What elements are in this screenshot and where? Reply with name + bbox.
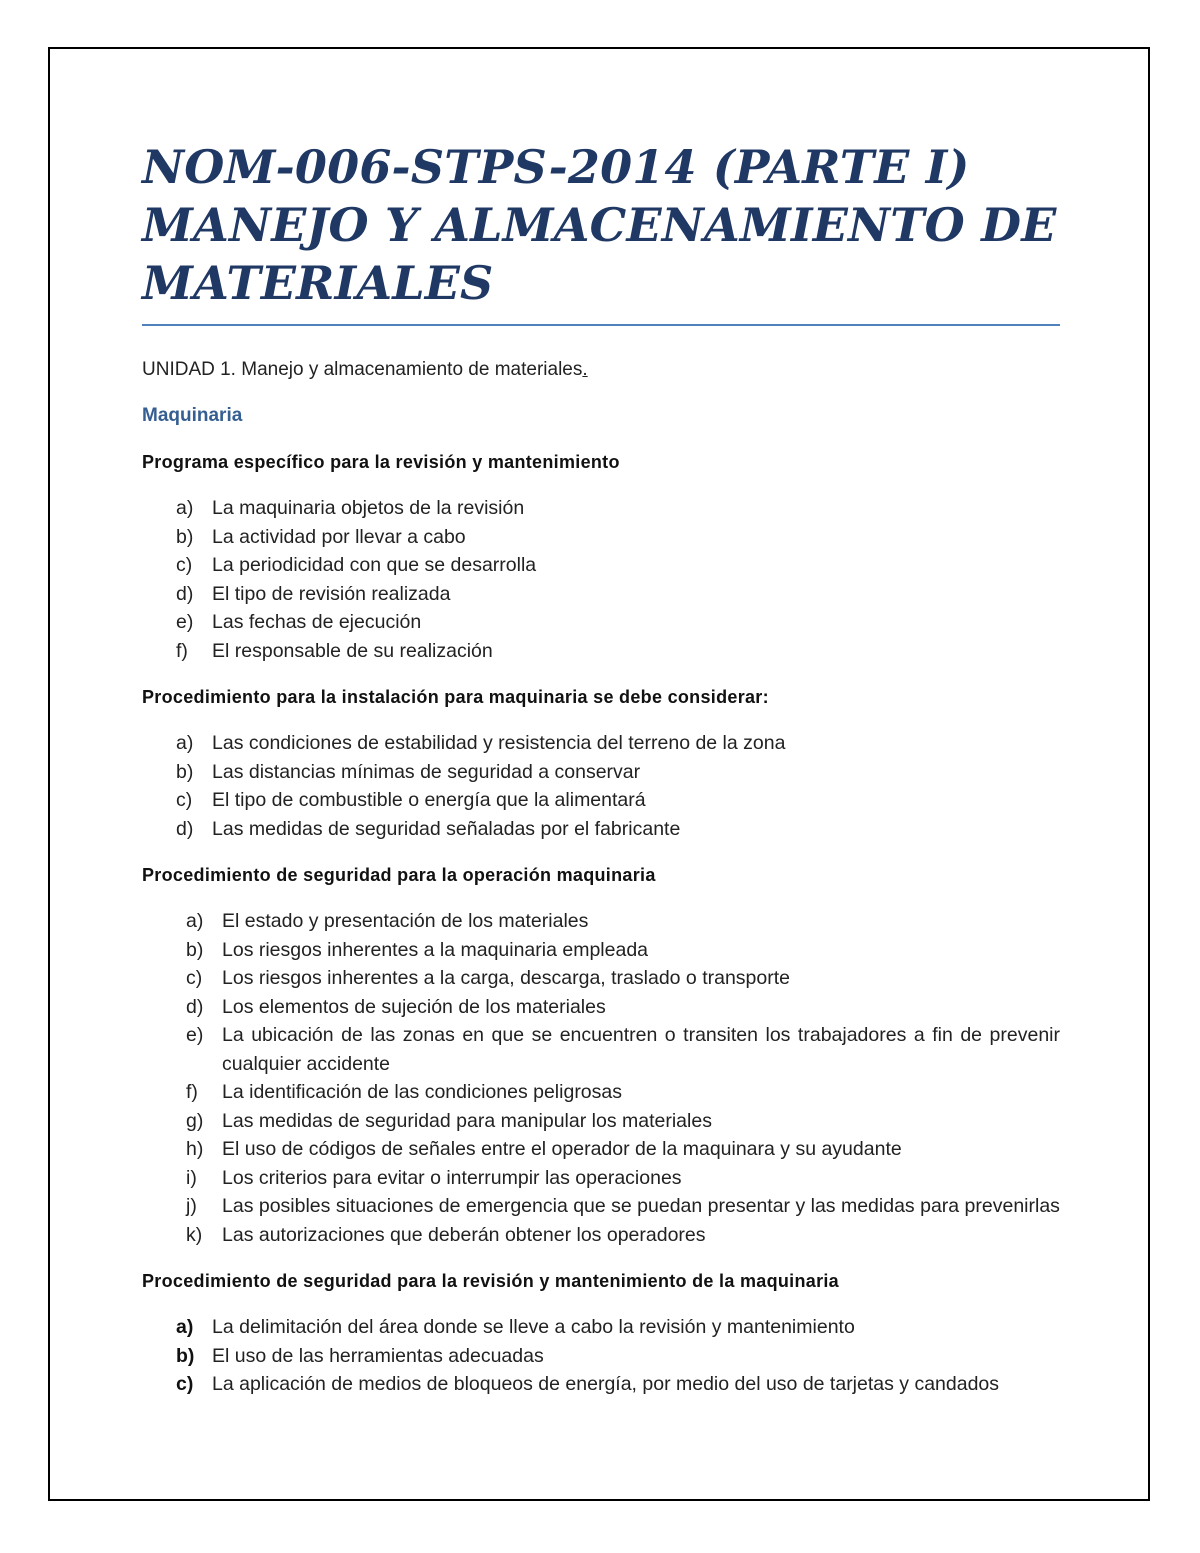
list-marker: g) — [186, 1109, 204, 1132]
title-underline — [142, 324, 1060, 326]
list-item-text: Las distancias mínimas de seguridad a conservar — [212, 760, 641, 783]
list-item — [142, 786, 1060, 815]
list-item-text: Las posibles situaciones de emergencia que se puedan presentar y las medidas para prevenirlas — [222, 1195, 1060, 1217]
list-marker: a) — [186, 910, 204, 932]
list-revision-seguridad — [142, 1313, 1060, 1399]
list-item — [142, 1021, 1060, 1078]
unit-line-text: UNIDAD 1. Manejo y almacenamiento de materiales — [142, 359, 583, 380]
list-marker: f) — [176, 639, 188, 662]
list-marker: c) — [186, 967, 203, 989]
list-item — [142, 523, 1060, 552]
list-item-text: La maquinaria objetos de la revisión — [212, 497, 525, 519]
list-marker: b) — [176, 1344, 195, 1367]
list-item-text: Las fechas de ejecución — [212, 611, 422, 633]
list-item-text: El estado y presentación de los materiales — [222, 910, 589, 932]
list-item-text: La aplicación de medios de bloqueos de energía, por medio del uso de tarjetas y candados — [212, 1373, 1000, 1395]
list-item-text: La periodicidad con que se desarrolla — [212, 554, 537, 576]
list-marker: a) — [176, 497, 194, 519]
list-marker: f) — [186, 1081, 198, 1103]
list-item — [142, 1107, 1060, 1136]
subsection-heading-4: Procedimiento de seguridad para la revisión y mantenimiento de la maquinaria — [142, 1271, 839, 1291]
list-item-text: La identificación de las condiciones peligrosas — [222, 1081, 622, 1103]
list-item-text: El uso de códigos de señales entre el operador de la maquinara y su ayudante — [222, 1138, 902, 1160]
list-item-text: El tipo de revisión realizada — [212, 582, 451, 605]
list-item — [142, 551, 1060, 580]
list-item-text: Las condiciones de estabilidad y resistencia del terreno de la zona — [212, 732, 786, 754]
list-marker: h) — [186, 1138, 204, 1160]
list-revision-mantenimiento — [142, 494, 1060, 665]
list-item — [142, 936, 1060, 965]
unit-line — [142, 356, 1060, 384]
subsection-heading-3: Procedimiento de seguridad para la operación maquinaria — [142, 865, 656, 885]
list-item — [142, 1164, 1060, 1193]
list-item — [142, 637, 1060, 666]
list-marker: a) — [176, 1316, 194, 1338]
list-item-text: Las medidas de seguridad para manipular los materiales — [222, 1109, 712, 1132]
list-marker: k) — [186, 1223, 203, 1246]
list-marker: i) — [186, 1166, 197, 1189]
list-item — [142, 1370, 1060, 1399]
list-item-text: Los criterios para evitar o interrumpir las operaciones — [222, 1166, 682, 1189]
list-item — [142, 1078, 1060, 1107]
list-item — [142, 964, 1060, 993]
list-item-text: La ubicación de las zonas en que se encuentren o transiten los trabajadores a fin de prevenir cualquier accidente — [222, 1024, 1060, 1075]
list-item — [142, 608, 1060, 637]
list-item-text: El tipo de combustible o energía que la alimentará — [212, 789, 646, 811]
list-item — [142, 758, 1060, 787]
list-item-text: La actividad por llevar a cabo — [212, 525, 466, 548]
list-item-text: Los riesgos inherentes a la maquinaria empleada — [222, 938, 649, 961]
list-marker: j) — [186, 1195, 197, 1217]
list-item — [142, 1313, 1060, 1342]
list-item — [142, 815, 1060, 844]
list-instalacion — [142, 729, 1060, 843]
list-item — [142, 1192, 1060, 1221]
list-item-text: Las medidas de seguridad señaladas por el fabricante — [212, 817, 681, 840]
subsection-heading-1: Programa específico para la revisión y mantenimiento — [142, 452, 620, 472]
list-item — [142, 1342, 1060, 1371]
list-marker: d) — [186, 995, 204, 1018]
list-marker: c) — [176, 1373, 194, 1395]
list-marker: d) — [176, 582, 194, 605]
unit-line-suffix: . — [582, 359, 588, 380]
list-operacion — [142, 907, 1060, 1249]
list-marker: e) — [176, 611, 194, 633]
document-body — [142, 138, 1060, 1417]
list-item — [142, 993, 1060, 1022]
list-item-text: La delimitación del área donde se lleve a cabo la revisión y mantenimiento — [212, 1316, 855, 1338]
list-item — [142, 907, 1060, 936]
list-item — [142, 1221, 1060, 1250]
list-marker: b) — [176, 760, 194, 783]
section-heading-maquinaria: Maquinaria — [142, 405, 243, 426]
list-marker: a) — [176, 732, 194, 754]
subsection-heading-2: Procedimiento para la instalación para maquinaria se debe considerar: — [142, 687, 769, 707]
list-item-text: El uso de las herramientas adecuadas — [212, 1344, 544, 1367]
list-marker: d) — [176, 817, 194, 840]
list-item-text: Las autorizaciones que deberán obtener los operadores — [222, 1223, 706, 1246]
list-item-text: El responsable de su realización — [212, 639, 493, 662]
list-marker: b) — [186, 938, 204, 961]
list-marker: e) — [186, 1024, 204, 1046]
list-marker: c) — [176, 789, 193, 811]
list-item-text: Los elementos de sujeción de los materiales — [222, 995, 606, 1018]
list-item — [142, 580, 1060, 609]
list-item — [142, 729, 1060, 758]
list-item — [142, 1135, 1060, 1164]
list-marker: c) — [176, 554, 193, 576]
list-marker: b) — [176, 525, 194, 548]
list-item — [142, 494, 1060, 523]
document-title: NOM-006-STPS-2014 (PARTE I) MANEJO Y ALMACENAMIENTO DE MATERIALES — [142, 140, 1057, 310]
list-item-text: Los riesgos inherentes a la carga, descarga, traslado o transporte — [222, 967, 790, 989]
